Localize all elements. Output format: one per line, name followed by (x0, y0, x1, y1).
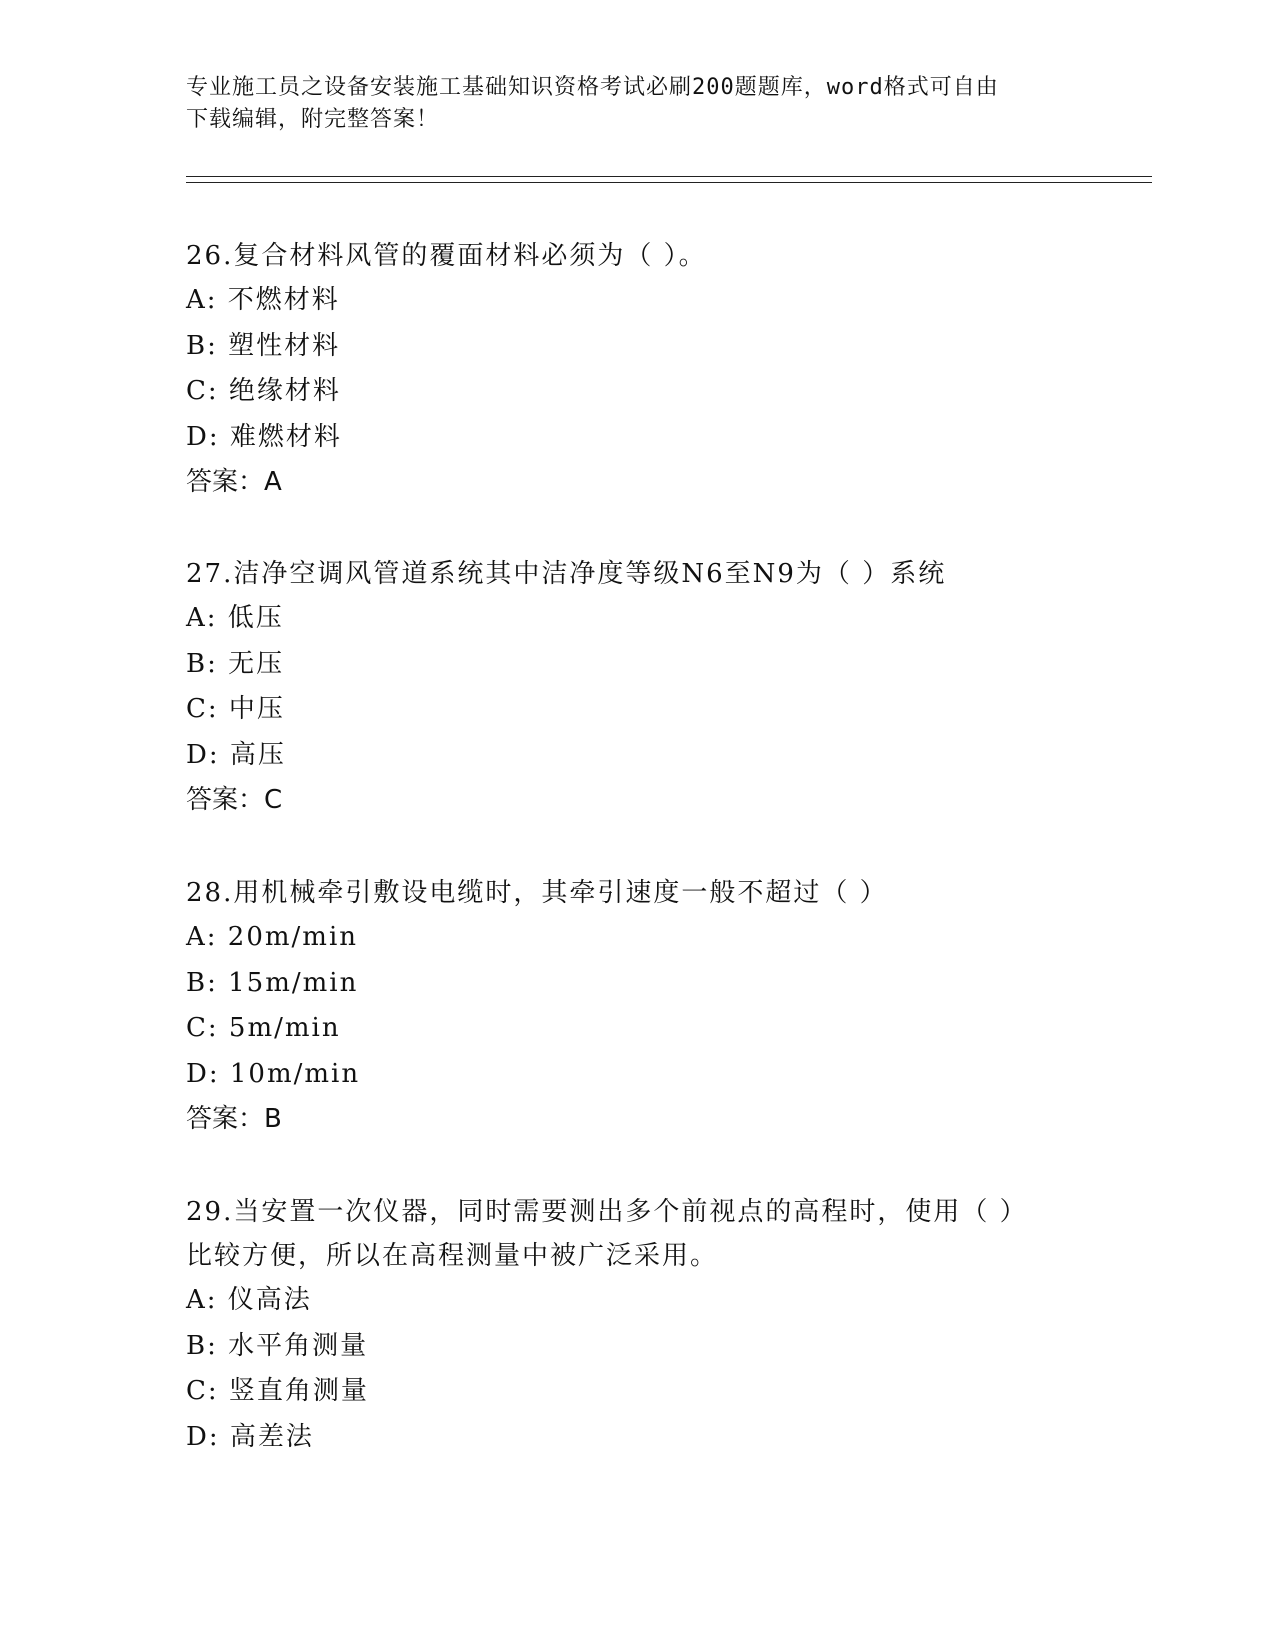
question-stem: 27.洁净空调风管道系统其中洁净度等级N6至N9为（ ）系统 (186, 559, 947, 589)
question-stem: 26.复合材料风管的覆面材料必须为（ ）。 (186, 241, 707, 271)
option-c: C: 5m/min (186, 1013, 341, 1043)
option-b: B: 水平角测量 (186, 1330, 369, 1361)
option-a: A: 仪高法 (186, 1285, 312, 1315)
answer-label: 答案：B (186, 1104, 282, 1134)
option-d: D: 高差法 (186, 1421, 314, 1452)
question-stem-line-1: 29.当安置一次仪器，同时需要测出多个前视点的高程时，使用（ ） (186, 1197, 1028, 1227)
question-26 (186, 234, 1086, 505)
option-c: C: 绝缘材料 (186, 376, 341, 406)
option-a: A: 低压 (186, 603, 284, 633)
option-c: C: 中压 (186, 694, 285, 724)
document-header (186, 72, 1066, 136)
header-line-2: 下载编辑，附完整答案！ (186, 107, 440, 132)
header-line-1: 专业施工员之设备安装施工基础知识资格考试必刷200题题库，word格式可自由 (186, 75, 999, 100)
answer-label: 答案：A (186, 467, 282, 497)
option-a: A: 20m/min (186, 922, 359, 952)
option-b: B: 15m/min (186, 967, 359, 998)
option-d: D: 高压 (186, 739, 286, 770)
header-divider-bottom (186, 182, 1152, 183)
option-c: C: 竖直角测量 (186, 1376, 369, 1406)
header-divider-top (186, 176, 1152, 177)
option-a: A: 不燃材料 (186, 285, 340, 315)
question-29 (186, 1190, 1086, 1460)
question-27 (186, 552, 1086, 823)
option-d: D: 10m/min (186, 1058, 361, 1089)
answer-label: 答案：C (186, 785, 283, 815)
option-b: B: 无压 (186, 648, 285, 679)
question-stem-line-2: 比较方便，所以在高程测量中被广泛采用。 (186, 1241, 719, 1271)
question-28 (186, 871, 1086, 1142)
option-b: B: 塑性材料 (186, 330, 341, 361)
option-d: D: 难燃材料 (186, 421, 342, 452)
question-stem: 28.用机械牵引敷设电缆时，其牵引速度一般不超过（ ） (186, 878, 888, 908)
